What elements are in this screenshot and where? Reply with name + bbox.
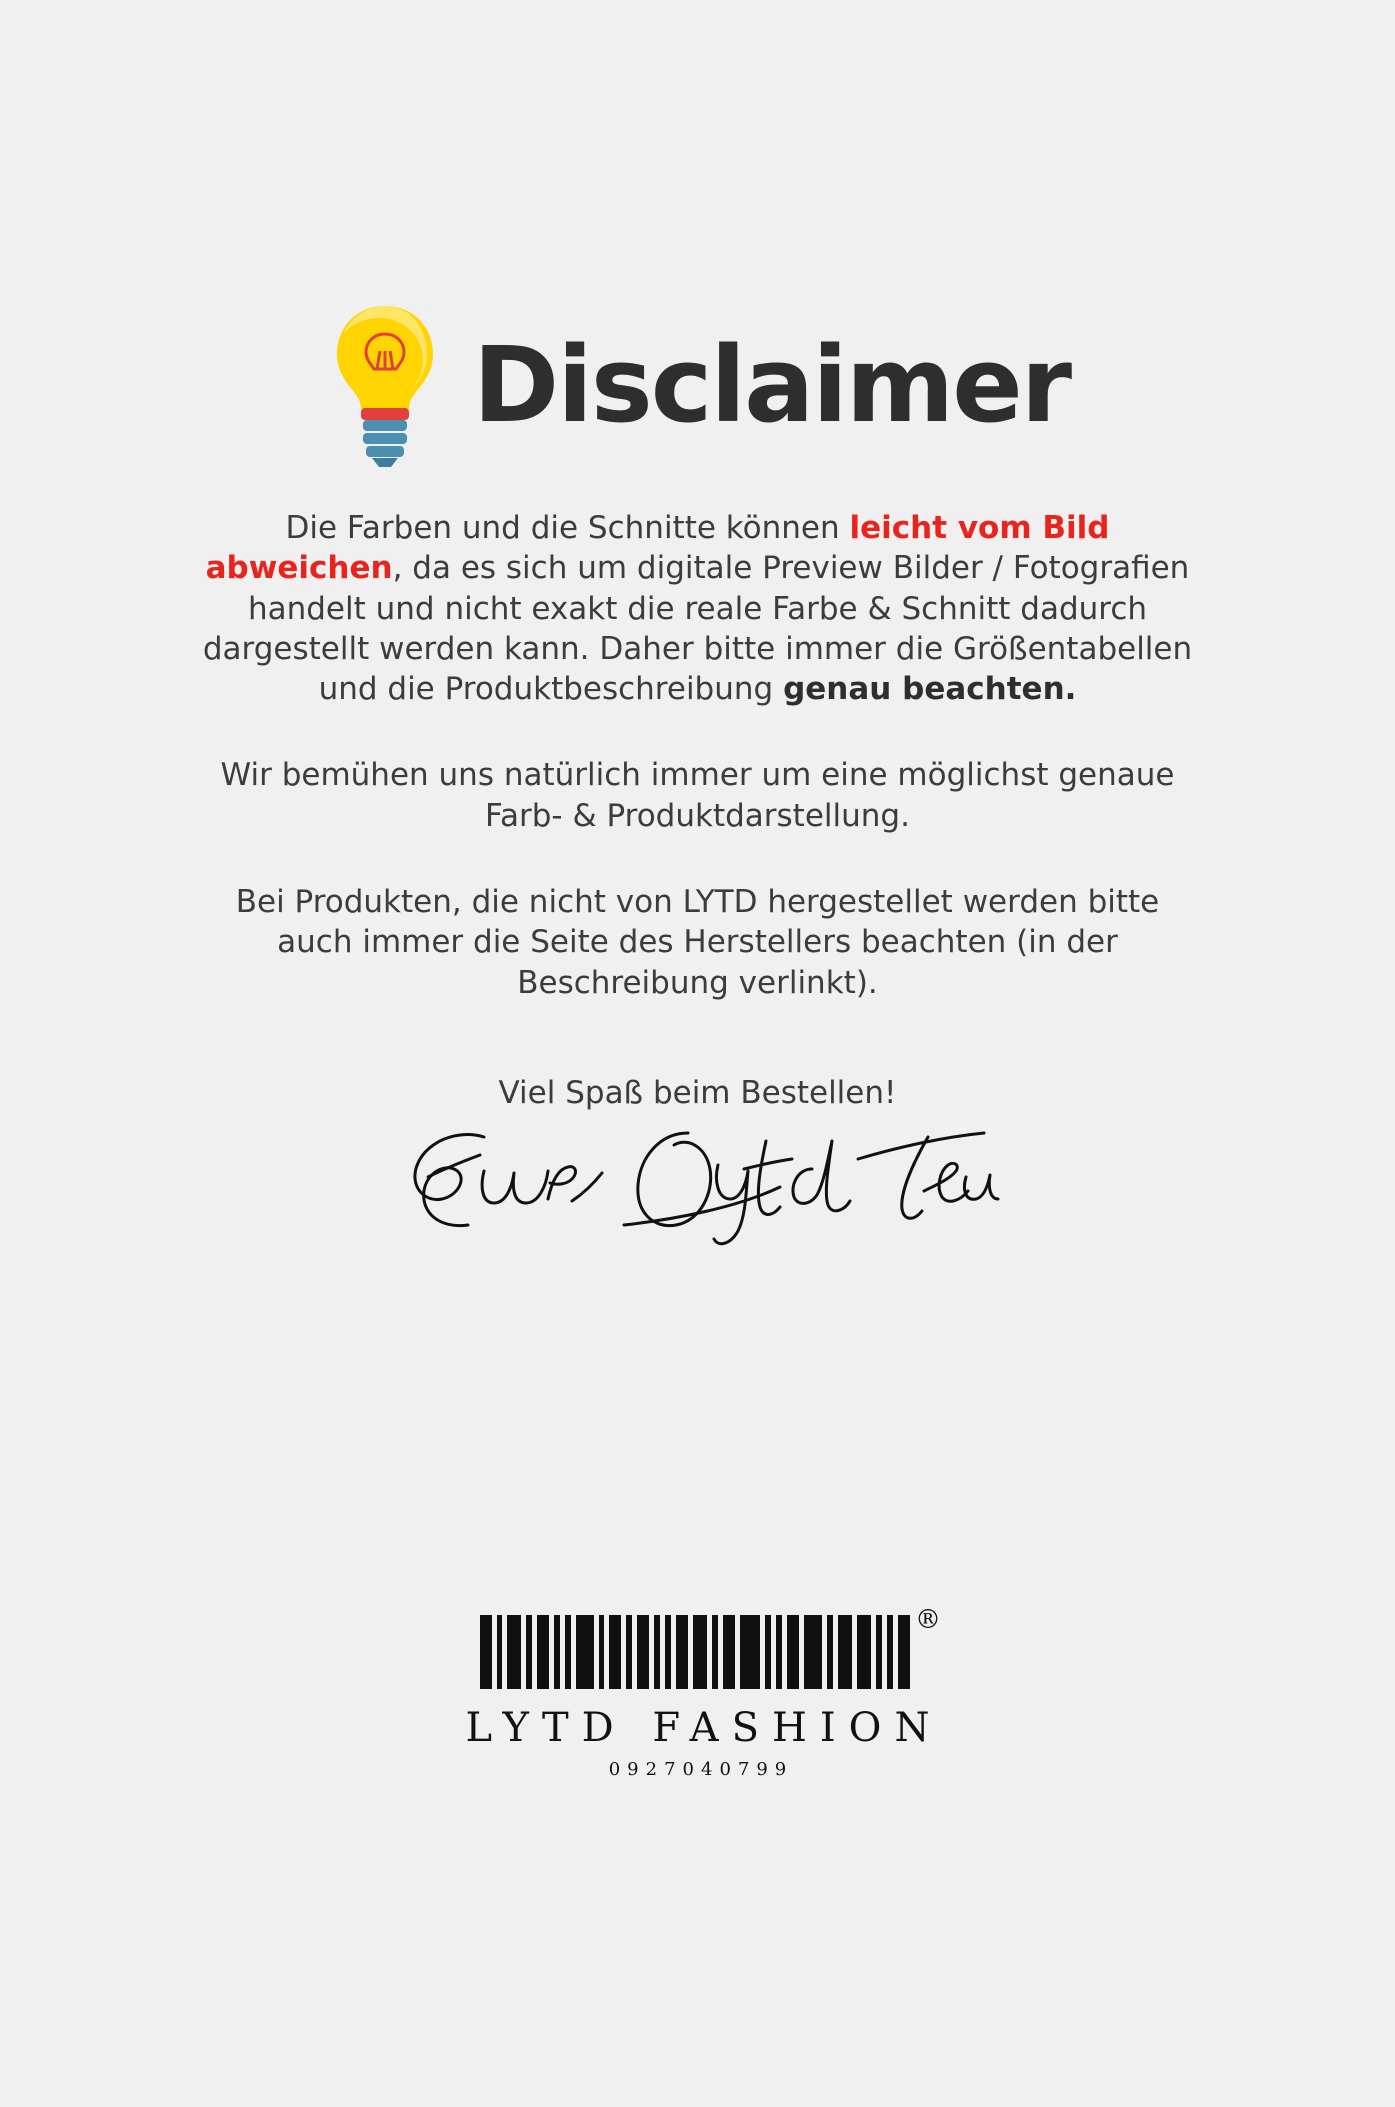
barcode-wrapper: [480, 1605, 941, 1689]
paragraph-1-highlight-bold: genau beachten.: [783, 671, 1077, 708]
disclaimer-body: [203, 508, 1193, 1003]
paragraph-1: [203, 508, 1193, 709]
paragraph-2: Wir bemühen uns natürlich immer um eine möglichst genaue Farb- & Produktdarstellung.: [220, 757, 1175, 834]
brand-logo: [0, 1605, 1395, 1780]
paragraph-3: Bei Produkten, die nicht von LYTD hergestellet werden bitte auch immer die Seite des Herstellers beachten (in der Beschreibung verlinkt).: [235, 884, 1160, 1001]
registered-mark: ®: [915, 1605, 941, 1635]
closing-line: Viel Spaß beim Bestellen!: [498, 1074, 897, 1111]
page-title: Disclaimer: [472, 324, 1071, 446]
brand-name: LYTD FASHION: [465, 1705, 943, 1751]
paragraph-1-part2: , da es sich um digitale Preview Bilder / Fotografien handelt und nicht exakt die reale Farbe & Schnitt dadurch dargestellt werden kann. Daher bitte immer die Größentabellen und die Produktbeschreibung: [202, 550, 1193, 708]
lightbulb-icon: [325, 300, 445, 470]
signature-graphic: [388, 1107, 1008, 1257]
paragraph-1-highlight-red: leicht vom Bild abweichen: [205, 510, 1110, 587]
brand-number: 0927040799: [608, 1759, 794, 1780]
paragraph-1-part1: Die Farben und die Schnitte können: [285, 510, 850, 546]
page-header: [325, 300, 1070, 470]
barcode-icon: [480, 1615, 915, 1689]
